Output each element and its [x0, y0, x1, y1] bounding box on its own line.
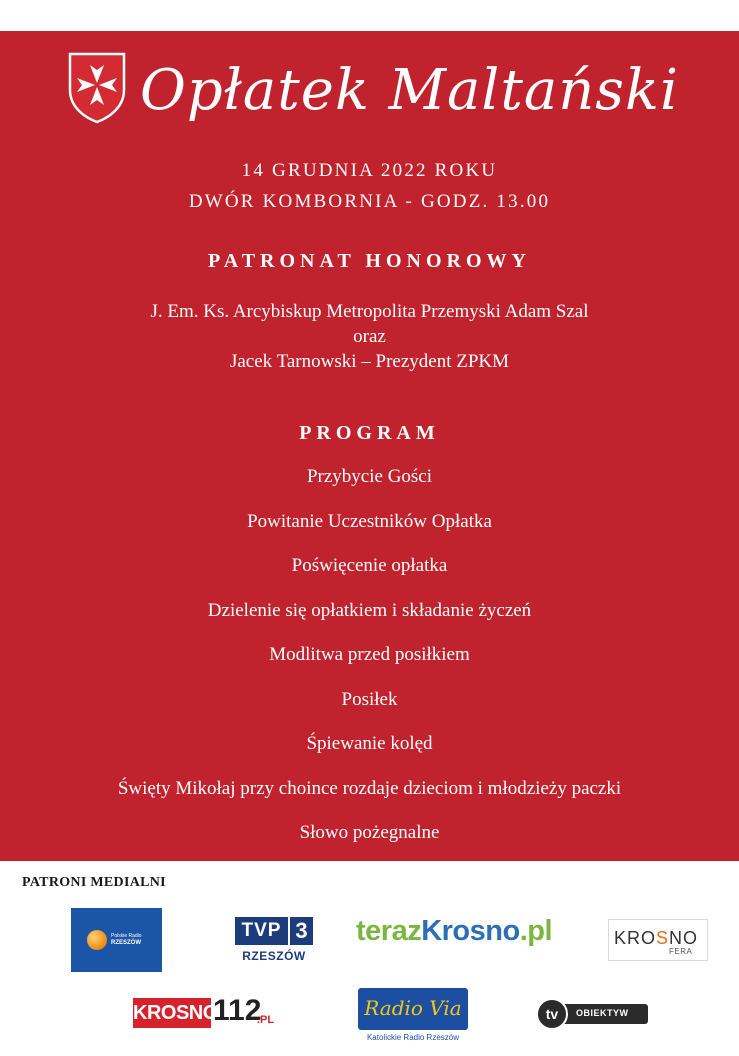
- teraz-krosno-part-2: Krosno: [421, 915, 520, 947]
- program-item: Śpiewanie kolęd: [306, 733, 433, 754]
- teraz-krosno-part-1: teraz: [356, 915, 422, 947]
- polskie-radio-label: Polskie Radio: [111, 933, 142, 939]
- polskie-radio-rzeszow-logo: [71, 908, 162, 972]
- radio-disc-icon: [87, 930, 107, 950]
- event-place-time: DWÓR KOMBORNIA - GODZ. 13.00: [188, 191, 551, 212]
- maltese-cross-shield-icon: [68, 52, 126, 124]
- patronage-line-2: oraz: [353, 326, 386, 347]
- tv-obiektyw-circle: tv: [536, 998, 568, 1030]
- program-item: Słowo pożegnalne: [299, 822, 440, 843]
- krosno-sfera-wordmark: [614, 928, 698, 949]
- program-item: Poświęcenie opłatka: [291, 555, 448, 576]
- radio-via-name: Radio Via: [364, 996, 462, 1020]
- teraz-krosno-logo: [356, 915, 552, 948]
- patronage-heading: PATRONAT HONOROWY: [208, 250, 531, 272]
- program-item: Modlitwa przed posiłkiem: [269, 644, 470, 665]
- program-item: Święty Mikołaj przy choince rozdaje dzieciom i młodzieży paczki: [117, 777, 622, 799]
- krosno-sfera-part-3: NO: [669, 928, 699, 948]
- patronage-line-3: Jacek Tarnowski – Prezydent ZPKM: [229, 351, 510, 372]
- event-date: 14 GRUDNIA 2022 ROKU: [241, 160, 498, 181]
- tvp-city: RZESZÓW: [242, 949, 306, 963]
- krosno-sfera-sub: FERA: [669, 947, 693, 956]
- program-heading: PROGRAM: [299, 422, 440, 444]
- program-item: Posiłek: [341, 688, 398, 710]
- radio-via-logo: [357, 988, 469, 1044]
- krosno-sfera-part-1: KRO: [614, 928, 657, 948]
- krosno112-number: 112: [213, 994, 262, 1027]
- radio-via-box: [358, 988, 468, 1030]
- program-item: Przybycie Gości: [306, 466, 433, 487]
- krosno112-name: KROSNO: [133, 998, 211, 1028]
- tvp3-rzeszow-logo: [235, 917, 313, 965]
- teraz-krosno-part-3: .pl: [519, 915, 553, 947]
- patronage-line-1: J. Em. Ks. Arcybiskup Metropolita Przemyski Adam Szal: [150, 301, 589, 322]
- krosno112-logo: [133, 994, 283, 1032]
- tv-obiektyw-name: OBIEKTYW: [576, 1008, 629, 1018]
- event-title: Opłatek Maltański: [140, 58, 679, 123]
- program-item: Dzielenie się opłatkiem i składanie życzeń: [207, 599, 532, 621]
- polskie-radio-city: RZESZÓW: [111, 940, 141, 946]
- program-list: [0, 462, 739, 863]
- tvp-channel-number: 3: [290, 917, 313, 945]
- tvp-wordmark: TVP: [235, 917, 288, 945]
- program-item: Powitanie Uczestników Opłatka: [247, 510, 492, 532]
- krosno-sfera-part-2: S: [656, 928, 670, 948]
- poster: [0, 31, 739, 861]
- krosno-sfera-logo: [608, 919, 708, 961]
- krosno112-tld: .PL: [257, 1014, 275, 1026]
- media-patrons-label: PATRONI MEDIALNI: [22, 875, 166, 890]
- radio-via-sub: Katolickie Radio Rzeszów: [366, 1033, 460, 1042]
- tv-obiektyw-logo: [536, 998, 650, 1030]
